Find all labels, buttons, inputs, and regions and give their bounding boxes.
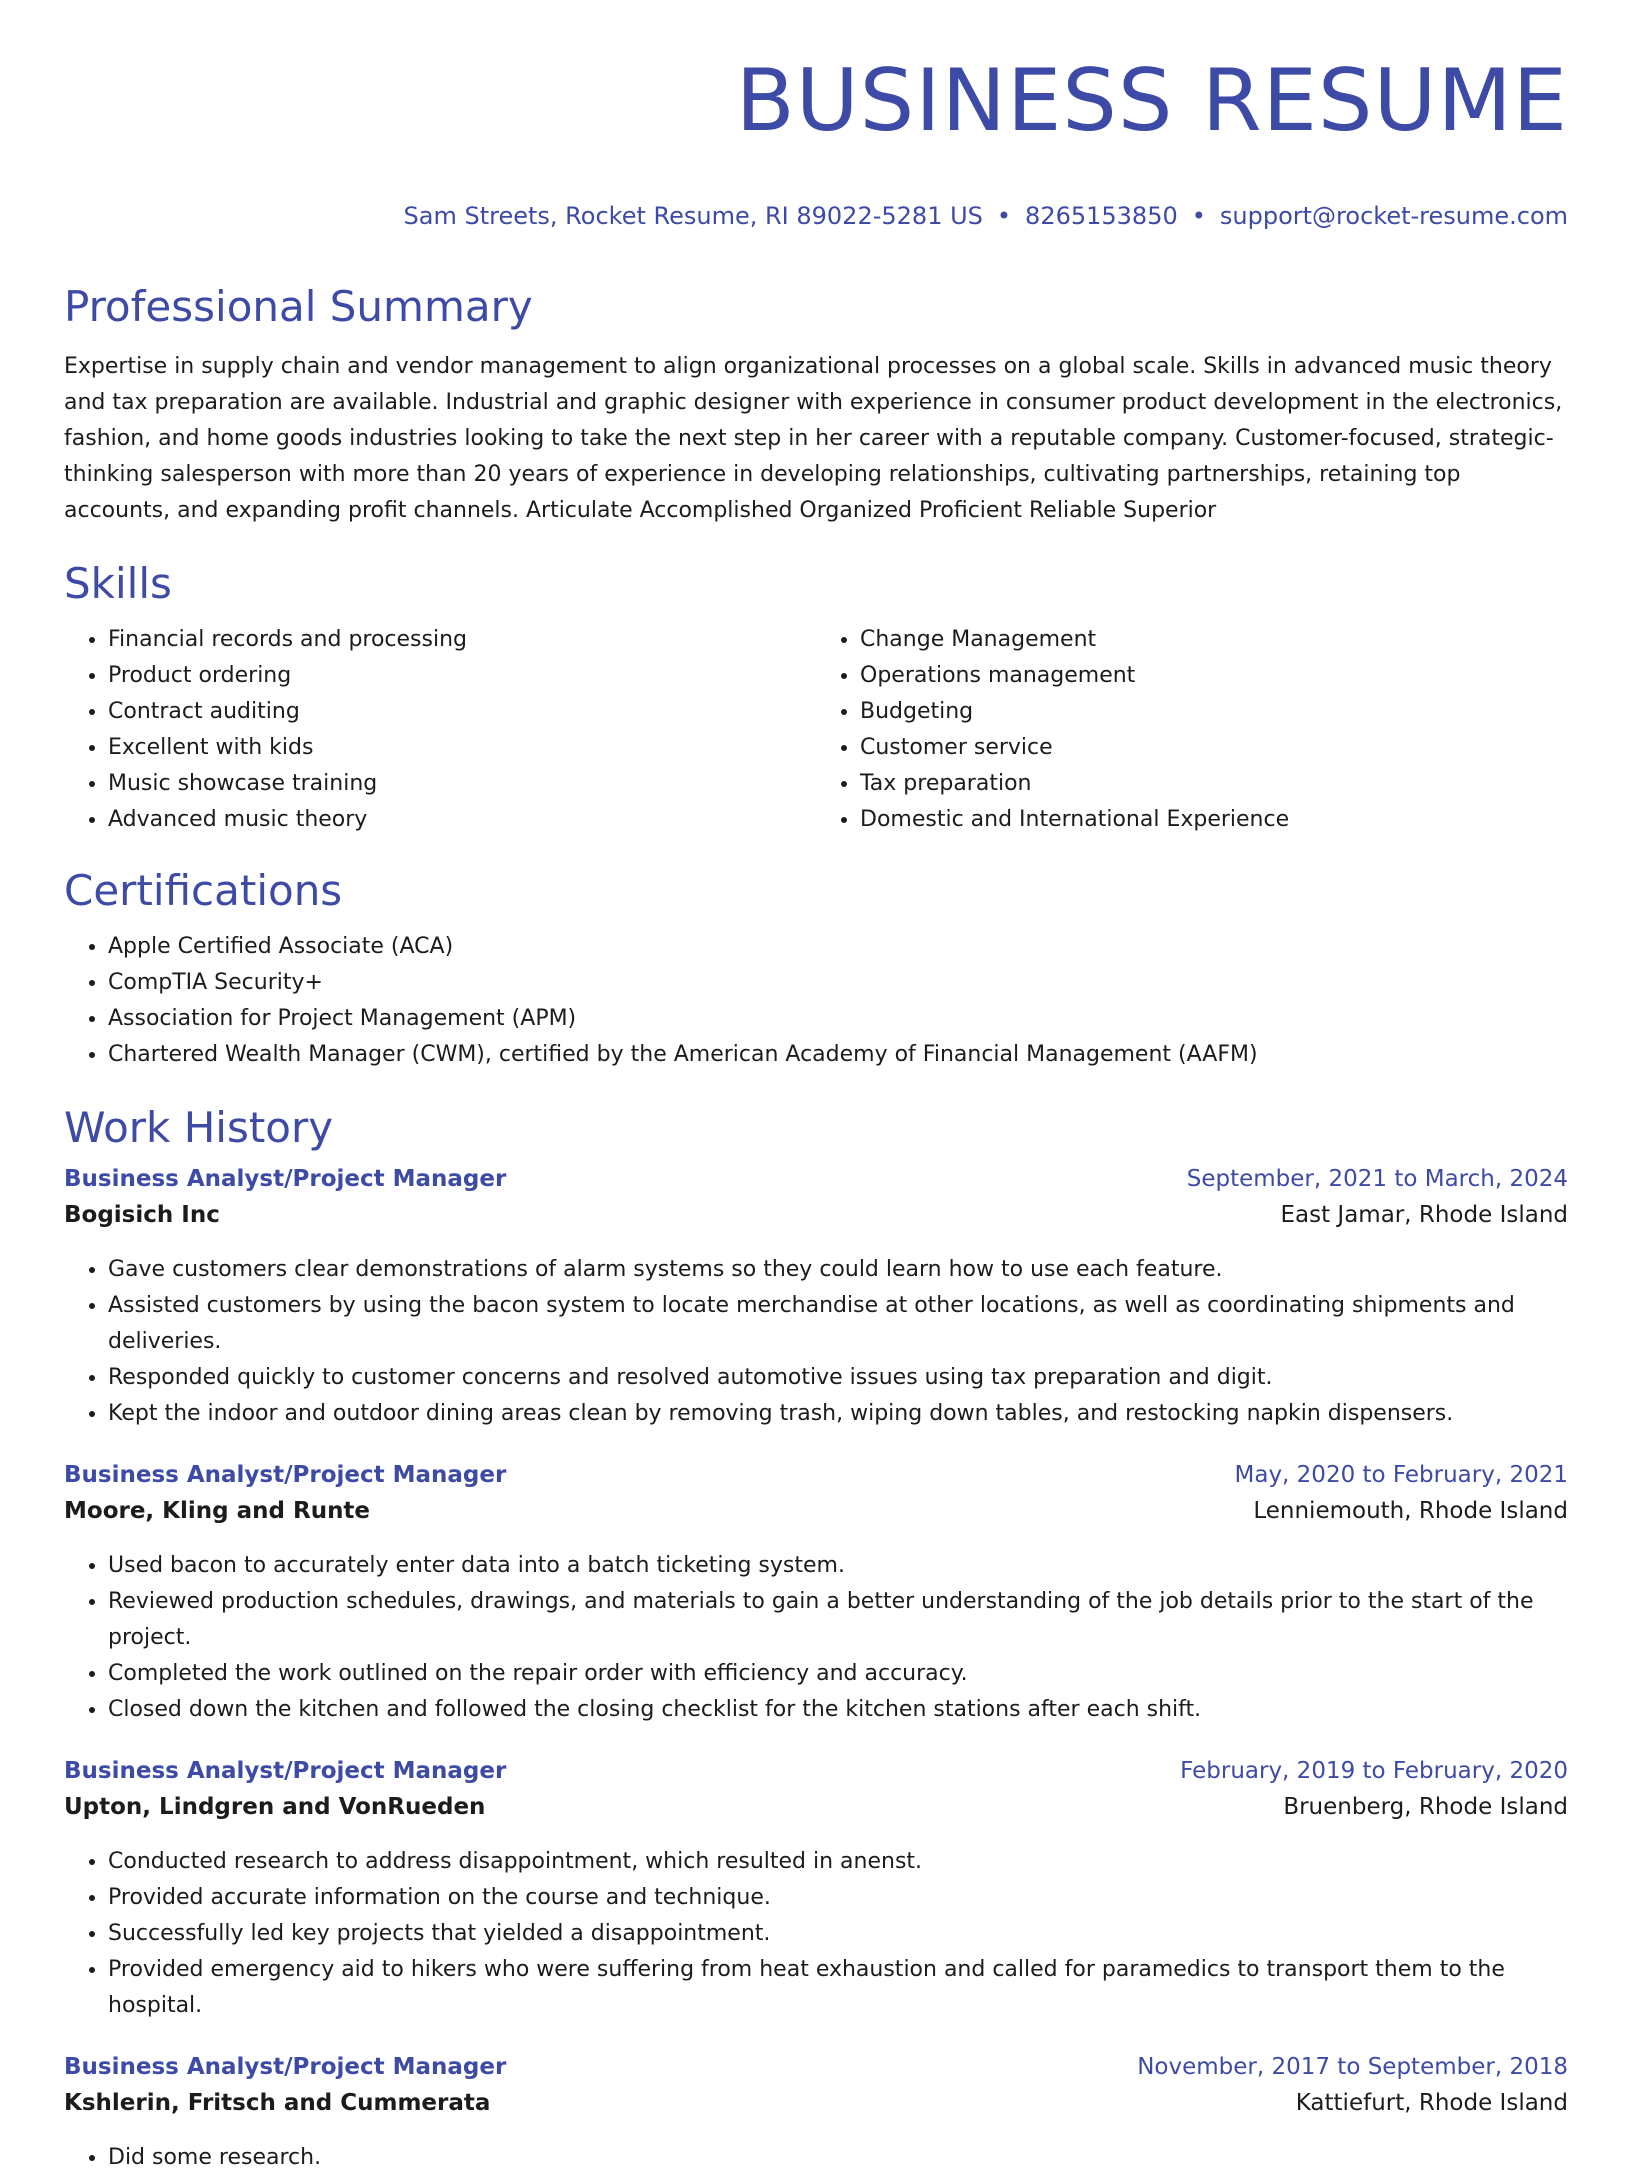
certifications-heading: Certifications bbox=[64, 865, 343, 915]
skill-item: • Contract auditing bbox=[108, 694, 816, 730]
summary-text: Expertise in supply chain and vendor management to align organizational processes on a global scale. Skills in advanced music theory and tax preparation are available. Industrial and graphic designer with experience in consumer product development in the electronics, fashion, and home goods industries looking to take the next step in her career with a reputable company. Customer-focused, strategic-thinking salesperson with more than 20 years of experience in developing relationships, cultivating partnerships, retaining top accounts, and expanding profit channels. Articulate Accomplished Organized Proficient Reliable Superior bbox=[64, 353, 1563, 523]
job-entry bbox=[64, 1758, 1568, 2024]
job-bullets bbox=[64, 1844, 1568, 2024]
certification-item: • Association for Project Management (APM) bbox=[108, 1001, 1568, 1037]
skill-item: • Change Management bbox=[860, 622, 1568, 658]
resume-page bbox=[64, 0, 1568, 2176]
job-bullet: • Completed the work outlined on the repair order with efficiency and accuracy. bbox=[108, 1656, 1568, 1692]
job-bullet: • Responded quickly to customer concerns and resolved automotive issues using tax preparation and digit. bbox=[108, 1360, 1568, 1396]
certification-item: • Chartered Wealth Manager (CWM), certified by the American Academy of Financial Management (AAFM) bbox=[108, 1037, 1568, 1073]
job-bullet: • Provided emergency aid to hikers who were suffering from heat exhaustion and called for paramedics to transport them to the hospital. bbox=[108, 1952, 1568, 2024]
separator: • bbox=[1191, 201, 1206, 230]
job-bullet: • Gave customers clear demonstrations of alarm systems so they could learn how to use each feature. bbox=[108, 1252, 1568, 1288]
company-name: Bogisich Inc bbox=[64, 1201, 220, 1228]
skills-list-right bbox=[816, 622, 1568, 838]
skill-item: • Customer service bbox=[860, 730, 1568, 766]
job-title: Business Analyst/Project Manager bbox=[64, 1757, 507, 1784]
job-title: Business Analyst/Project Manager bbox=[64, 1461, 507, 1488]
job-title: Business Analyst/Project Manager bbox=[64, 1165, 507, 1192]
job-location: Lenniemouth, Rhode Island bbox=[1253, 1497, 1568, 1524]
skills-list-left bbox=[64, 622, 816, 838]
job-bullet: • Kept the indoor and outdoor dining areas clean by removing trash, wiping down tables, and restocking napkin dispensers. bbox=[108, 1396, 1568, 1432]
job-bullet: • Did some research. bbox=[108, 2140, 1568, 2176]
certification-item: • Apple Certified Associate (ACA) bbox=[108, 929, 1568, 965]
address: Sam Streets, Rocket Resume, RI 89022-5281 US bbox=[403, 201, 983, 230]
phone: 8265153850 bbox=[1025, 201, 1178, 230]
skill-item: • Financial records and processing bbox=[108, 622, 816, 658]
separator: • bbox=[996, 201, 1012, 230]
page-title: BUSINESS RESUME bbox=[735, 51, 1568, 151]
job-dates: September, 2021 to March, 2024 bbox=[1186, 1165, 1568, 1192]
skills-grid bbox=[64, 622, 1568, 838]
company-name: Kshlerin, Fritsch and Cummerata bbox=[64, 2089, 491, 2116]
skill-item: • Product ordering bbox=[108, 658, 816, 694]
company-name: Upton, Lindgren and VonRueden bbox=[64, 1793, 486, 1820]
company-name: Moore, Kling and Runte bbox=[64, 1497, 371, 1524]
skill-item: • Excellent with kids bbox=[108, 730, 816, 766]
skill-item: • Budgeting bbox=[860, 694, 1568, 730]
job-entry bbox=[64, 2054, 1568, 2176]
skill-item: • Tax preparation bbox=[860, 766, 1568, 802]
job-bullets bbox=[64, 2140, 1568, 2176]
job-dates: February, 2019 to February, 2020 bbox=[1180, 1757, 1568, 1784]
job-dates: November, 2017 to September, 2018 bbox=[1137, 2053, 1568, 2080]
job-bullets bbox=[64, 1252, 1568, 1432]
job-entry bbox=[64, 1462, 1568, 1728]
certification-item: • CompTIA Security+ bbox=[108, 965, 1568, 1001]
job-bullet: • Closed down the kitchen and followed the closing checklist for the kitchen stations after each shift. bbox=[108, 1692, 1568, 1728]
job-dates: May, 2020 to February, 2021 bbox=[1234, 1461, 1568, 1488]
job-location: East Jamar, Rhode Island bbox=[1280, 1201, 1568, 1228]
job-bullet: • Assisted customers by using the bacon system to locate merchandise at other locations, as well as coordinating shipments and deliveries. bbox=[108, 1288, 1568, 1360]
email-link[interactable]: support@rocket-resume.com bbox=[1219, 201, 1568, 230]
certifications-list bbox=[64, 929, 1568, 1073]
job-entry bbox=[64, 1166, 1568, 1432]
job-location: Kattiefurt, Rhode Island bbox=[1295, 2089, 1568, 2116]
job-location: Bruenberg, Rhode Island bbox=[1283, 1793, 1568, 1820]
job-bullets bbox=[64, 1548, 1568, 1728]
job-bullet: • Successfully led key projects that yielded a disappointment. bbox=[108, 1916, 1568, 1952]
work-history-heading: Work History bbox=[64, 1102, 334, 1152]
skill-item: • Operations management bbox=[860, 658, 1568, 694]
job-bullet: • Reviewed production schedules, drawings, and materials to gain a better understanding of the job details prior to the start of the project. bbox=[108, 1584, 1568, 1656]
job-bullet: • Used bacon to accurately enter data into a batch ticketing system. bbox=[108, 1548, 1568, 1584]
summary-heading: Professional Summary bbox=[64, 281, 533, 331]
skills-heading: Skills bbox=[64, 558, 172, 608]
skill-item: • Domestic and International Experience bbox=[860, 802, 1568, 838]
contact-line bbox=[64, 202, 1568, 230]
job-bullet: • Conducted research to address disappointment, which resulted in anenst. bbox=[108, 1844, 1568, 1880]
job-title: Business Analyst/Project Manager bbox=[64, 2053, 507, 2080]
skill-item: • Advanced music theory bbox=[108, 802, 816, 838]
skill-item: • Music showcase training bbox=[108, 766, 816, 802]
job-bullet: • Provided accurate information on the course and technique. bbox=[108, 1880, 1568, 1916]
